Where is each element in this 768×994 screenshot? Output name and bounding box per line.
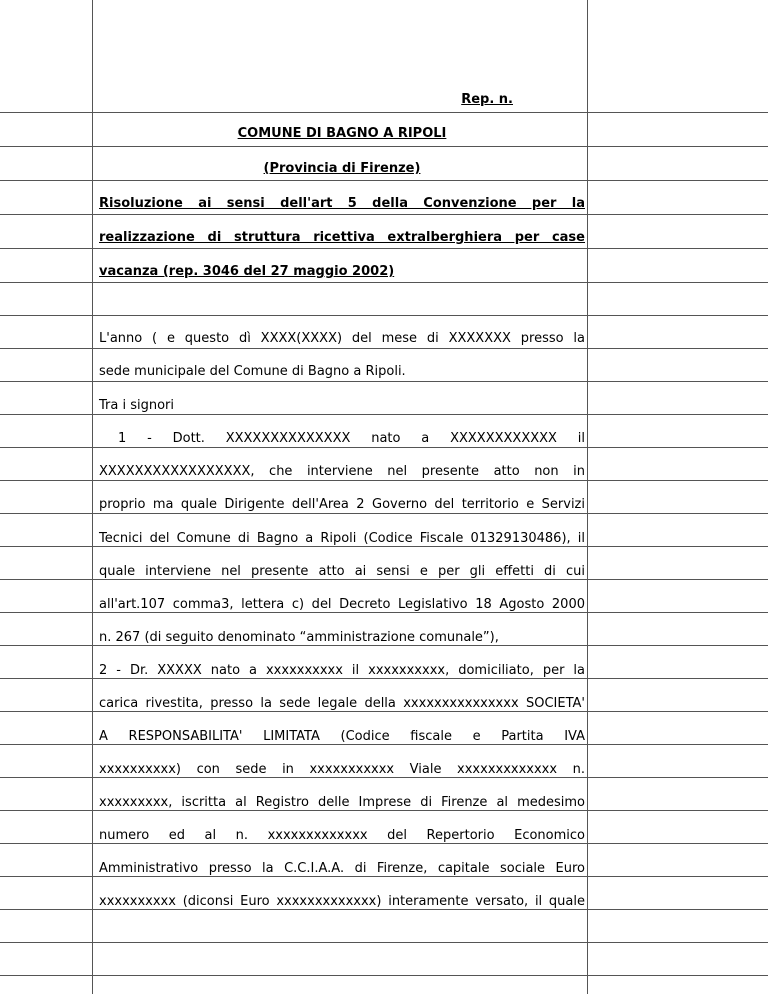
ruled-line bbox=[0, 447, 768, 448]
document-line: Amministrativo presso la C.C.I.A.A. di Firenze, capitale sociale Euro bbox=[99, 861, 585, 876]
document-line: Tra i signori bbox=[99, 398, 175, 413]
ruled-line bbox=[0, 112, 768, 113]
document-line: xxxxxxxxxx) con sede in xxxxxxxxxxx Viale xxxxxxxxxxxxx n. bbox=[99, 762, 585, 777]
ruled-line bbox=[0, 315, 768, 316]
ruled-line bbox=[0, 942, 768, 943]
document-line: 2 - Dr. XXXXX nato a xxxxxxxxxx il xxxxxxxxxx, domiciliato, per la bbox=[99, 663, 585, 678]
ruled-line bbox=[0, 180, 768, 181]
document-line: quale interviene nel presente atto ai sensi e per gli effetti di cui bbox=[99, 564, 585, 579]
document-line: Tecnici del Comune di Bagno a Ripoli (Codice Fiscale 01329130486), il bbox=[99, 531, 585, 546]
document-line: L'anno ( e questo dì XXXX(XXXX) del mese di XXXXXXX presso la bbox=[99, 331, 585, 346]
document-line: (Provincia di Firenze) bbox=[263, 161, 421, 176]
ruled-line bbox=[0, 975, 768, 976]
document-line: proprio ma quale Dirigente dell'Area 2 Governo del territorio e Servizi bbox=[99, 497, 585, 512]
ruled-line bbox=[0, 414, 768, 415]
ruled-line bbox=[0, 146, 768, 147]
document-line: xxxxxxxxxx (diconsi Euro xxxxxxxxxxxxx) interamente versato, il quale bbox=[99, 894, 585, 909]
ruled-line bbox=[0, 348, 768, 349]
document-line: Risoluzione ai sensi dell'art 5 della Convenzione per la bbox=[99, 196, 585, 211]
document-line: Rep. n. bbox=[461, 92, 513, 107]
document-line: all'art.107 comma3, lettera c) del Decreto Legislativo 18 Agosto 2000 bbox=[99, 597, 585, 612]
ruled-line bbox=[0, 214, 768, 215]
ruled-line bbox=[0, 381, 768, 382]
document-line: sede municipale del Comune di Bagno a Ripoli. bbox=[99, 364, 406, 379]
document-line: XXXXXXXXXXXXXXXXX, che interviene nel presente atto non in bbox=[99, 464, 585, 479]
margin-rule-vertical bbox=[92, 0, 93, 994]
ruled-line bbox=[0, 513, 768, 514]
document-line: realizzazione di struttura ricettiva extralberghiera per case bbox=[99, 230, 585, 245]
margin-rule-vertical bbox=[587, 0, 588, 994]
ruled-line bbox=[0, 480, 768, 481]
document-line: A RESPONSABILITA' LIMITATA (Codice fiscale e Partita IVA bbox=[99, 729, 585, 744]
document-line: n. 267 (di seguito denominato “amministrazione comunale”), bbox=[99, 630, 499, 645]
document-line: vacanza (rep. 3046 del 27 maggio 2002) bbox=[99, 264, 395, 279]
ruled-line bbox=[0, 248, 768, 249]
document-line: 1 - Dott. XXXXXXXXXXXXXX nato a XXXXXXXXXXXX il bbox=[118, 431, 585, 446]
ruled-line bbox=[0, 282, 768, 283]
document-line: numero ed al n. xxxxxxxxxxxxx del Repertorio Economico bbox=[99, 828, 585, 843]
document-line: carica rivestita, presso la sede legale della xxxxxxxxxxxxxxx SOCIETA' bbox=[99, 696, 585, 711]
document-line: xxxxxxxxx, iscritta al Registro delle Imprese di Firenze al medesimo bbox=[99, 795, 585, 810]
document-line: COMUNE DI BAGNO A RIPOLI bbox=[237, 126, 447, 141]
